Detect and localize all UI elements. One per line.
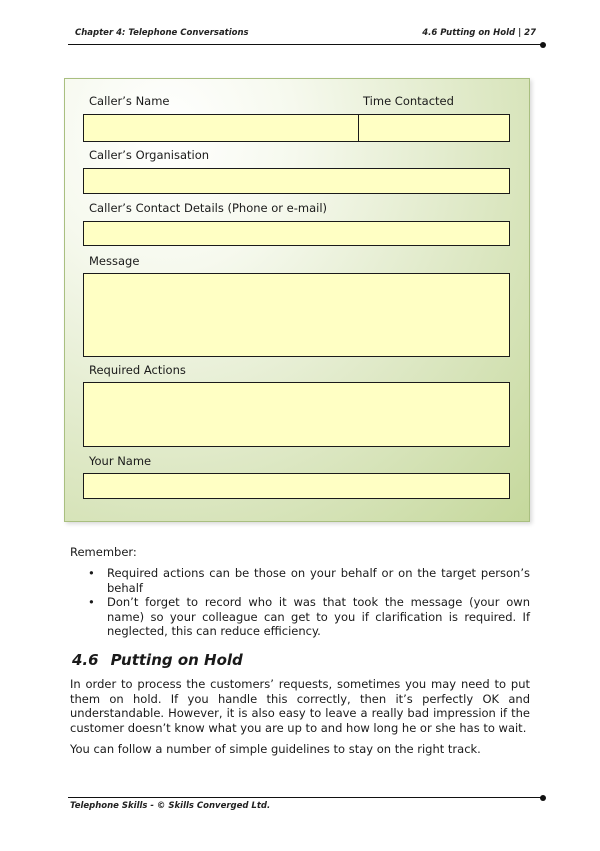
contact-details-label: Caller’s Contact Details (Phone or e-mail) bbox=[89, 201, 328, 215]
time-contacted-label: Time Contacted bbox=[363, 94, 454, 108]
footer-rule-dot bbox=[540, 795, 546, 801]
running-footer: Telephone Skills - © Skills Converged Ltd. bbox=[70, 801, 271, 811]
required-actions-label: Required Actions bbox=[89, 363, 186, 377]
section-title-text: Putting on Hold bbox=[110, 651, 243, 669]
bullet-icon: • bbox=[88, 595, 95, 609]
remember-bullet: • Don’t forget to record who it was that took the message (your own name) so your colleague can get to you if clarification is required. If neglected, this can reduce efficiency. bbox=[88, 595, 530, 638]
remember-list bbox=[70, 566, 530, 639]
running-header bbox=[75, 26, 540, 40]
header-rule bbox=[68, 44, 543, 45]
time-contacted-field[interactable] bbox=[358, 114, 510, 142]
chapter-title: Chapter 4: Telephone Conversations bbox=[75, 28, 249, 38]
section-heading bbox=[72, 651, 243, 669]
section-paragraph-1: In order to process the customers’ requests, sometimes you may need to put them on hold. If you handle this correctly, then it’s perfectly OK and understandable. However, it is also easy to leave a really bad impression if the customer doesn’t know what you are up to and how long he or she has to wait. bbox=[70, 677, 530, 735]
required-actions-field[interactable] bbox=[83, 382, 510, 447]
organisation-label: Caller’s Organisation bbox=[89, 148, 210, 162]
callers-name-label: Caller’s Name bbox=[89, 94, 170, 108]
section-page-number: 4.6 Putting on Hold | 27 bbox=[422, 28, 536, 38]
organisation-field[interactable] bbox=[83, 168, 510, 194]
message-form-panel bbox=[64, 78, 530, 522]
remember-heading: Remember: bbox=[70, 545, 137, 559]
footer-rule bbox=[68, 797, 543, 798]
callers-name-field[interactable] bbox=[83, 114, 359, 142]
contact-details-field[interactable] bbox=[83, 221, 510, 246]
bullet-icon: • bbox=[88, 566, 95, 580]
header-rule-dot bbox=[540, 42, 546, 48]
section-paragraph-2: You can follow a number of simple guidelines to stay on the right track. bbox=[70, 742, 481, 756]
message-field[interactable] bbox=[83, 273, 510, 357]
your-name-field[interactable] bbox=[83, 473, 510, 499]
your-name-label: Your Name bbox=[89, 454, 152, 468]
remember-bullet: • Required actions can be those on your behalf or on the target person’s behalf bbox=[88, 566, 530, 595]
message-label: Message bbox=[89, 254, 140, 268]
section-number: 4.6 bbox=[72, 651, 99, 669]
